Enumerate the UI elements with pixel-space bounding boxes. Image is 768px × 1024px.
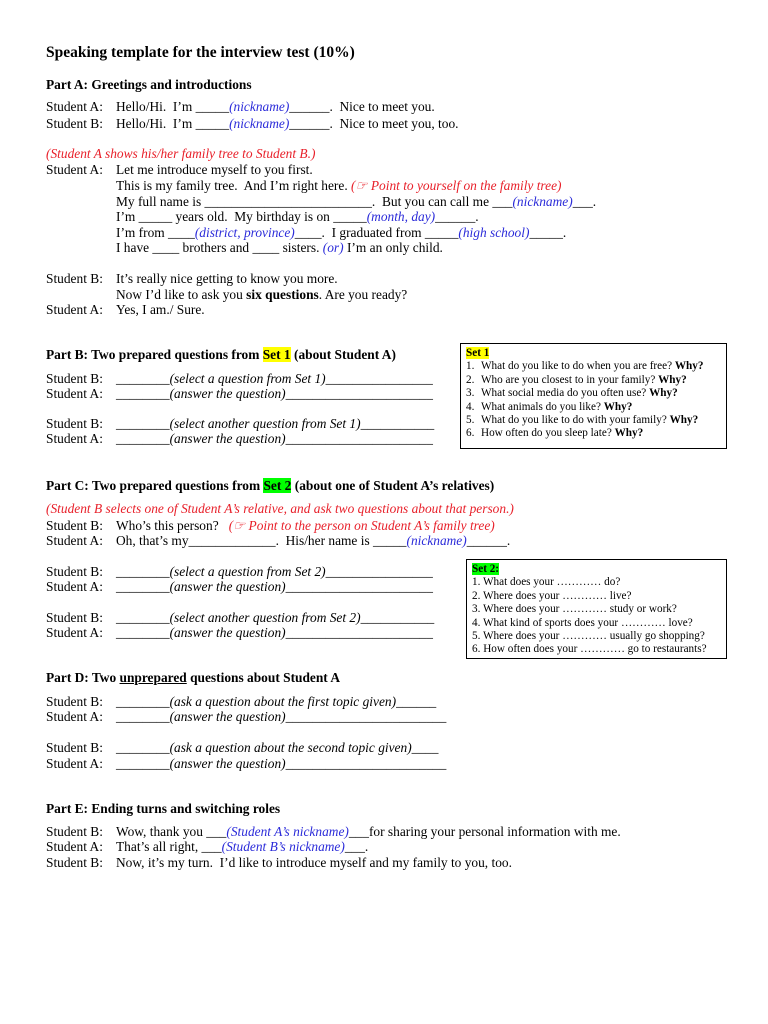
dialogue-line: Student A: Let me introduce myself to you first. (46, 162, 313, 177)
stage-direction: (Student A shows his/her family tree to Student B.) (46, 146, 316, 161)
set-2-item: 2. Where does your ………… live? (472, 589, 632, 602)
dialogue-line: I have ____ brothers and ____ sisters. (or) I’m an only child. (116, 240, 443, 255)
dialogue-line: Student B: Who’s this person? (☞ Point to the person on Student A’s family tree) (46, 518, 495, 533)
dialogue-line: My full name is _________________________. But you can call me ___(nickname)___. (116, 194, 597, 209)
dialogue-line: Student A: ________(answer the question)______________________ (46, 625, 433, 640)
set-2-item: 5. Where does your ………… usually go shopping? (472, 630, 705, 643)
part-a-heading: Part A: Greetings and introductions (46, 77, 252, 92)
set-1-item: 1. What do you like to do when you are free? Why? (466, 360, 704, 373)
set-1-title: Set 1 (466, 347, 490, 359)
dialogue-line: Student A: ________(answer the question)______________________ (46, 386, 433, 401)
part-d-heading: Part D: Two unprepared questions about Student A (46, 670, 341, 685)
set-2-item: 4. What kind of sports does your ………… love? (472, 616, 693, 629)
set-1-item: 4. What animals do you like? Why? (466, 400, 633, 413)
dialogue-line: This is my family tree. And I’m right here. (☞ Point to yourself on the family tree) (116, 178, 562, 193)
dialogue-line: Student A: ________(answer the question)______________________ (46, 579, 433, 594)
set-2-box (466, 559, 727, 659)
page-title: Speaking template for the interview test (10%) (46, 44, 355, 61)
dialogue-line: Student A: ________(answer the question)________________________ (46, 756, 447, 771)
stage-direction: (Student B selects one of Student A’s relative, and ask two questions about that person.) (46, 501, 514, 516)
set-1-item: 2. Who are you closest to in your family? Why? (466, 373, 687, 386)
set-1-item: 5. What do you like to do with your family? Why? (466, 414, 699, 427)
dialogue-line: Student B: ________(select another question from Set 1)___________ (46, 416, 435, 431)
dialogue-line: Student B: ________(select a question from Set 2)________________ (46, 564, 433, 579)
dialogue-line: Student B: Wow, thank you ___(Student A’s nickname)___for sharing your personal information with me. (46, 824, 621, 839)
dialogue-line: Student B: ________(ask a question about the second topic given)____ (46, 740, 439, 755)
dialogue-line: Student B: Now, it’s my turn. I’d like to introduce myself and my family to you, too. (46, 855, 512, 870)
set-1-item: 3. What social media do you often use? Why? (466, 387, 678, 400)
part-b-heading: Part B: Two prepared questions from Set 1 (about Student A) (46, 347, 396, 362)
dialogue-line: I’m from ____(district, province)____. I graduated from _____(high school)_____. (116, 225, 567, 240)
set-1-item: 6. How often do you sleep late? Why? (466, 427, 644, 440)
dialogue-line: Student A: That’s all right, ___(Student B’s nickname)___. (46, 839, 369, 854)
dialogue-line: Student B: ________(select a question from Set 1)________________ (46, 371, 433, 386)
set-2-item: 6. How often does your ………… go to restaurants? (472, 643, 707, 656)
part-c-heading: Part C: Two prepared questions from Set 2 (about one of Student A’s relatives) (46, 478, 495, 493)
dialogue-line: Student A: ________(answer the question)______________________ (46, 431, 433, 446)
dialogue-line: Student A: Hello/Hi. I’m _____(nickname)______. Nice to meet you. (46, 99, 435, 114)
dialogue-line: Student A: Oh, that’s my_____________. His/her name is _____(nickname)______. (46, 533, 511, 548)
set-2-item: 3. Where does your ………… study or work? (472, 603, 677, 616)
dialogue-line: Student B: ________(ask a question about the first topic given)______ (46, 694, 437, 709)
dialogue-line: Now I’d like to ask you six questions. Are you ready? (116, 287, 408, 302)
dialogue-line: Student B: It’s really nice getting to know you more. (46, 271, 338, 286)
part-e-heading: Part E: Ending turns and switching roles (46, 801, 281, 816)
dialogue-line: I’m _____ years old. My birthday is on _____(month, day)______. (116, 209, 479, 224)
set-2-item: 1. What does your ………… do? (472, 576, 621, 589)
set-2-title: Set 2: (472, 563, 500, 575)
dialogue-line: Student A: ________(answer the question)________________________ (46, 709, 447, 724)
dialogue-line: Student B: ________(select another question from Set 2)___________ (46, 610, 435, 625)
set-1-box (460, 343, 727, 449)
dialogue-line: Student A: Yes, I am./ Sure. (46, 302, 205, 317)
dialogue-line: Student B: Hello/Hi. I’m _____(nickname)______. Nice to meet you, too. (46, 116, 459, 131)
